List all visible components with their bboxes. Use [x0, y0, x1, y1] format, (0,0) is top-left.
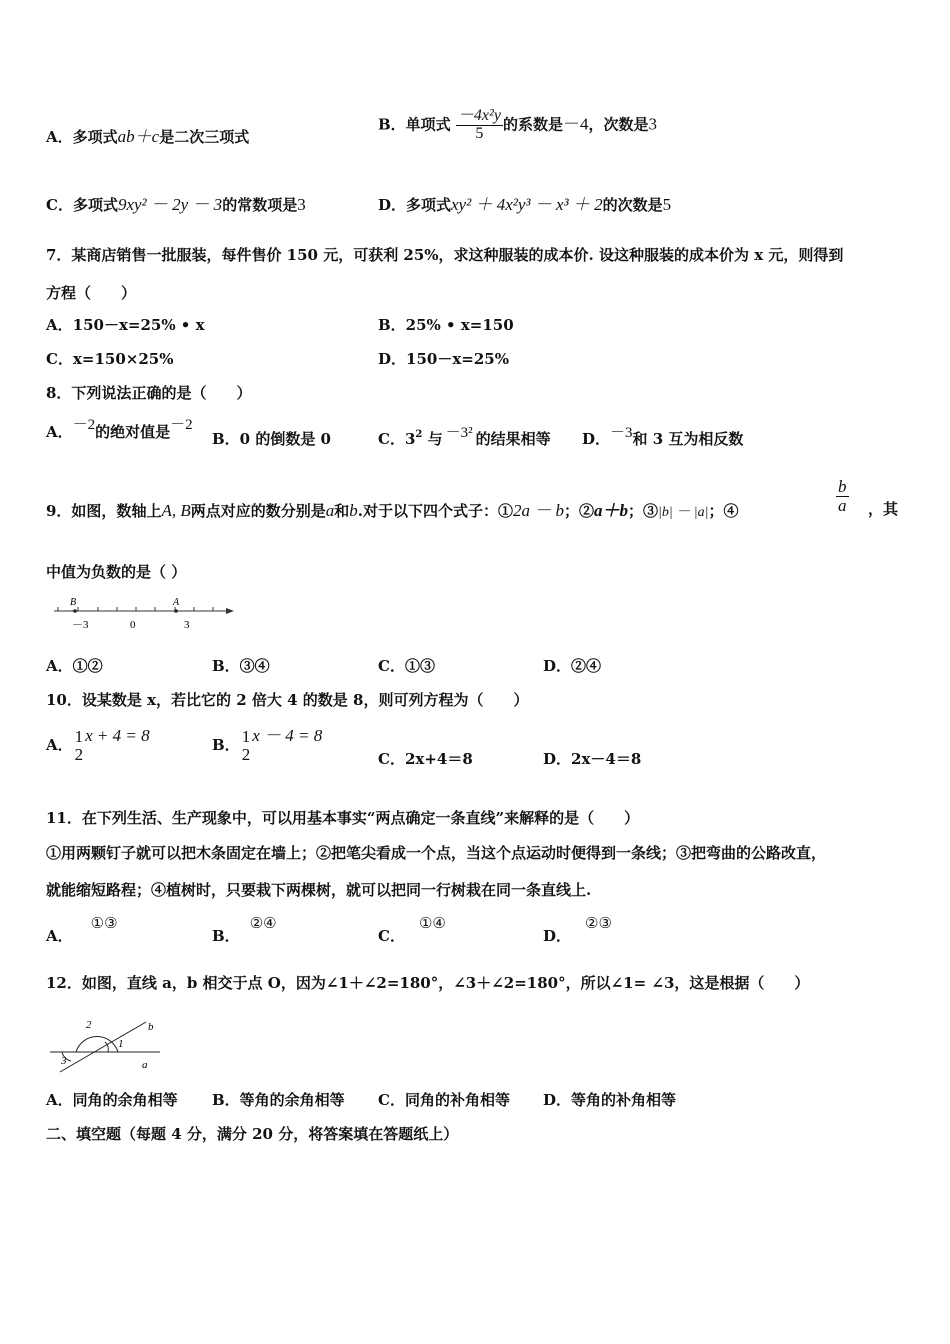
angle-1-label: 1: [118, 1038, 124, 1050]
q7-stem-line2: 方程（ ）: [46, 284, 137, 302]
q10-option-b: B． 1 2 x － 4 = 8: [212, 725, 323, 764]
tick-label-3: 3: [184, 619, 190, 631]
q11-stem: 11．在下列生活、生产现象中，可以用基本事实“两点确定一条直线”来解释的是（ ）: [46, 809, 640, 827]
point-a-dot: [174, 609, 178, 613]
q8-option-a: A．－2的绝对值是－2: [46, 417, 193, 441]
point-a-label: A: [173, 597, 180, 608]
q11-option-b: B．②④: [212, 916, 277, 945]
section-2-heading: 二、填空题（每题 4 分，满分 20 分，将答案填在答题纸上）: [46, 1125, 459, 1143]
tick-label-0: 0: [130, 619, 136, 631]
q11-option-d: D．②③: [543, 916, 612, 945]
q9-expr4-fraction: $\frac{b}{a}$: [838, 477, 847, 515]
q7-option-b: B．25% • x=150: [378, 316, 514, 334]
q11-text-line1: ①用两颗钉子就可以把木条固定在墙上；②把笔尖看成一个点，当这个点运动时便得到一条线；③把弯曲的公路改直，: [46, 844, 827, 862]
q12-option-d: D．等角的补角相等: [543, 1091, 677, 1109]
q12-stem: 12．如图，直线 a，b 相交于点 O，因为∠1＋∠2=180°，∠3＋∠2=180°，所以∠1= ∠3，这是根据（ ）: [46, 974, 810, 992]
line-b: [60, 1022, 146, 1072]
angle-1-arc: [105, 1042, 108, 1052]
q8-option-d: D．－3和 3 互为相反数: [582, 425, 744, 448]
angle-2-arc: [76, 1037, 118, 1052]
angle-3-label: 3: [61, 1055, 67, 1067]
tick-label-neg3: －3: [72, 619, 89, 631]
q11-text-line2: 就能缩短路程；④植树时，只要栽下两棵树，就可以把同一行树栽在同一条直线上.: [46, 881, 592, 899]
q6-option-b: B．单项式 $\frac{\text{－4x²y}}{5}$ 的系数是－4，次数是3: [378, 107, 657, 142]
q9-option-b: B．③④: [212, 657, 270, 675]
q7-option-c: C．x=150×25%: [46, 350, 174, 368]
angle-2-label: 2: [86, 1019, 92, 1031]
number-line-arrow: [226, 608, 234, 614]
q6-option-d: D．多项式xy² ＋ 4x²y³ － x³ ＋ 2的次数是5: [378, 195, 672, 214]
q6-b-fraction: $\frac{\text{－4x²y}}{5}$: [457, 107, 501, 142]
q6-option-a: A．多项式ab＋c是二次三项式: [46, 127, 250, 146]
q9-option-d: D．②④: [543, 657, 602, 675]
point-b-dot: [73, 609, 77, 613]
q9-number-line: [50, 594, 240, 634]
q9-stem-tail: ，其: [868, 500, 899, 518]
q8-stem: 8．下列说法正确的是（ ）: [46, 384, 252, 402]
q9-stem: 9．如图，数轴上A, B两点对应的数分别是a和b.对于以下四个式子：①2a － b；②a＋b；③|b| － |a|；④: [46, 501, 739, 520]
q8-option-c: C．32 与 －3² 的结果相等: [378, 425, 551, 448]
q12-intersecting-lines-figure: [48, 1014, 168, 1076]
q8-option-b: B．0 的倒数是 0: [212, 430, 331, 448]
number-line-ticks: [58, 607, 213, 611]
line-a-label: a: [142, 1059, 148, 1071]
q9-stem-line2: 中值为负数的是（ ）: [46, 563, 187, 581]
q12-option-b: B．等角的余角相等: [212, 1091, 345, 1109]
q7-option-a: A．150－x=25% • x: [46, 316, 205, 334]
point-b-label: B: [70, 597, 77, 608]
q10-option-a: A． 1 2 x + 4 = 8: [46, 725, 150, 764]
q6-a-expr: ab＋c: [117, 127, 160, 146]
q11-option-c: C．①④: [378, 916, 446, 945]
q12-option-c: C．同角的补角相等: [378, 1091, 510, 1109]
q7-stem: 7．某商店销售一批服装，每件售价 150 元，可获利 25%，求这种服装的成本价. 设这种服装的成本价为 x 元，则得到: [46, 246, 844, 264]
q10-option-d: D．2x－4＝8: [543, 750, 642, 768]
q10-option-c: C．2x+4＝8: [378, 750, 473, 768]
line-b-label: b: [148, 1021, 154, 1033]
q9-option-c: C．①③: [378, 657, 435, 675]
q12-option-a: A．同角的余角相等: [46, 1091, 178, 1109]
q10-stem: 10．设某数是 x，若比它的 2 倍大 4 的数是 8，则可列方程为（ ）: [46, 691, 529, 709]
q6-option-c: C．多项式9xy² － 2y － 3的常数项是3: [46, 195, 306, 214]
q9-option-a: A．①②: [46, 657, 103, 675]
q11-option-a: A．①③: [46, 916, 118, 945]
q7-option-d: D．150－x=25%: [378, 350, 509, 368]
